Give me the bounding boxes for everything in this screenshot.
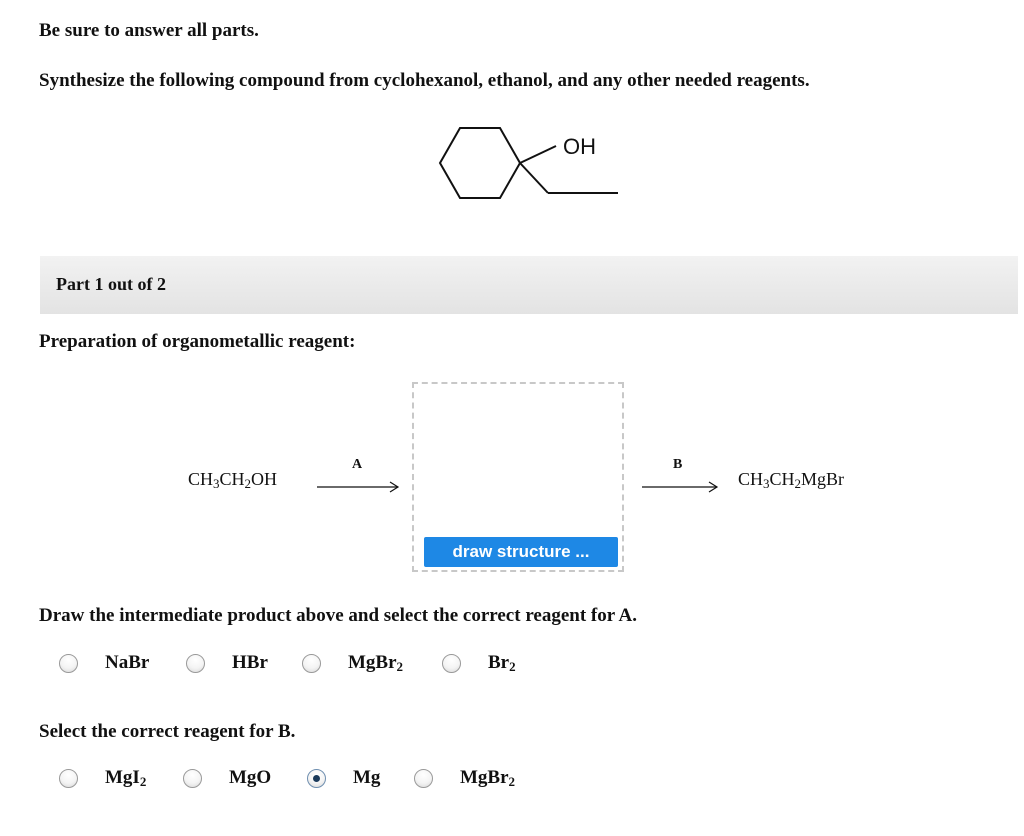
radio-button[interactable] bbox=[59, 654, 78, 673]
question-text: Synthesize the following compound from cyclohexanol, ethanol, and any other needed reagents. bbox=[39, 70, 810, 91]
option-b-mg[interactable] bbox=[307, 767, 380, 789]
arrow-a-label: A bbox=[352, 457, 363, 472]
radio-button[interactable] bbox=[59, 769, 78, 788]
option-label: $Br_2$ bbox=[488, 652, 516, 674]
part-header bbox=[40, 256, 1018, 314]
radio-button[interactable] bbox=[183, 769, 202, 788]
hydroxyl-label: OH bbox=[563, 134, 596, 159]
radio-button[interactable] bbox=[414, 769, 433, 788]
radio-button[interactable] bbox=[186, 654, 205, 673]
instruction-text: Be sure to answer all parts. bbox=[39, 20, 259, 41]
option-a-hbr[interactable] bbox=[186, 652, 268, 674]
bond-c-ethyl-1 bbox=[520, 163, 548, 193]
option-label: MgBr$_2$ bbox=[348, 652, 404, 674]
section-title: Preparation of organometallic reagent: bbox=[39, 331, 356, 352]
option-label: HBr bbox=[232, 652, 268, 673]
radio-button[interactable] bbox=[302, 654, 321, 673]
option-a-br2[interactable] bbox=[442, 652, 516, 674]
arrow-b-label: B bbox=[673, 457, 683, 472]
option-label: MgO bbox=[229, 767, 272, 788]
starting-material-formula: $CH_3CH_2OH$ bbox=[188, 469, 278, 491]
option-b-mgbr2[interactable] bbox=[414, 767, 515, 789]
draw-structure-button[interactable]: draw structure ... bbox=[424, 537, 618, 567]
question-a-prompt: Draw the intermediate product above and select the correct reagent for A. bbox=[39, 605, 638, 626]
product-formula: $CH_3CH_2MgBr$ bbox=[738, 469, 845, 491]
option-label: MgBr$_2$ bbox=[460, 767, 516, 789]
option-b-mgo[interactable] bbox=[183, 767, 271, 789]
part-label: Part 1 out of 2 bbox=[56, 274, 166, 294]
arrow-b bbox=[641, 480, 721, 494]
arrow-a bbox=[316, 480, 402, 494]
option-a-nabr[interactable] bbox=[59, 652, 149, 674]
question-b-prompt: Select the correct reagent for B. bbox=[39, 721, 296, 742]
cyclohexane-ring bbox=[440, 128, 520, 198]
option-b-mgi2[interactable] bbox=[59, 767, 146, 789]
option-label: MgI$_2$ bbox=[105, 767, 147, 789]
target-molecule-structure bbox=[430, 118, 630, 218]
option-label: Mg bbox=[353, 767, 381, 788]
radio-button-selected[interactable] bbox=[307, 769, 326, 788]
radio-button[interactable] bbox=[442, 654, 461, 673]
option-label: NaBr bbox=[105, 652, 150, 673]
bond-c-o bbox=[520, 146, 556, 163]
option-a-mgbr2[interactable] bbox=[302, 652, 403, 674]
